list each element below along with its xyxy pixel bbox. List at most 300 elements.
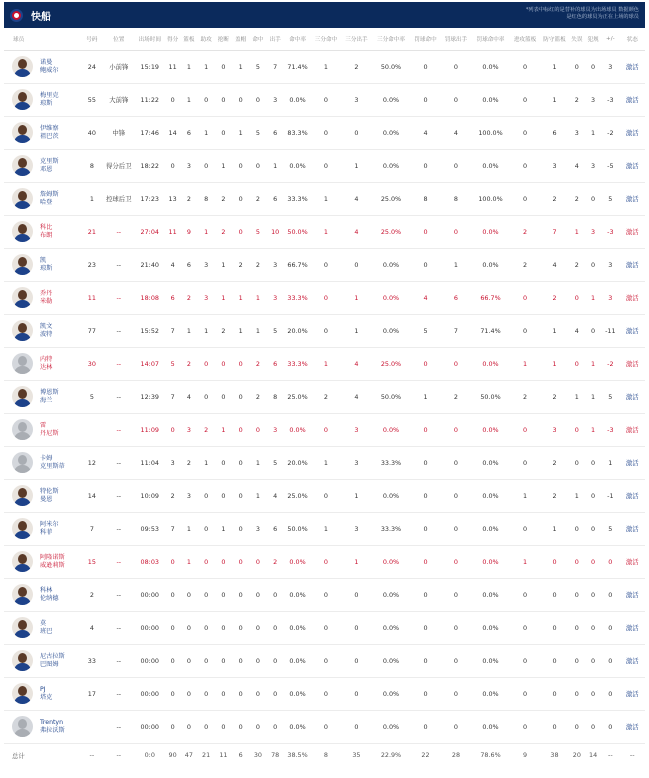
player-cell — [4, 182, 81, 215]
status-link[interactable]: 激活 — [619, 380, 645, 413]
stat-cell: 0 — [197, 611, 215, 644]
player-avatar[interactable] — [12, 683, 33, 704]
stat-cell: -3 — [601, 83, 619, 116]
stat-cell: 0 — [232, 611, 250, 644]
stat-cell: 0 — [311, 314, 341, 347]
stat-cell: 1 — [232, 314, 250, 347]
stat-cell: 2 — [181, 281, 197, 314]
stat-cell: 6 — [540, 116, 568, 149]
stat-cell: 1 — [181, 314, 197, 347]
stat-cell: 23 — [81, 248, 102, 281]
stat-cell: 0 — [250, 710, 266, 743]
status-link[interactable]: 激活 — [619, 83, 645, 116]
stat-cell: 0.0% — [372, 116, 411, 149]
stat-cell: 1 — [510, 347, 540, 380]
status-link[interactable]: 激活 — [619, 248, 645, 281]
stat-cell: 0 — [164, 413, 180, 446]
stat-cell: 0 — [197, 710, 215, 743]
stat-cell: 1 — [81, 182, 102, 215]
stat-cell: 0 — [197, 512, 215, 545]
stat-cell: 0.0% — [284, 83, 310, 116]
stat-cell: 0 — [341, 644, 371, 677]
stat-cell: 00:00 — [135, 578, 164, 611]
stat-cell: 20.0% — [284, 446, 310, 479]
stat-cell: 1 — [215, 149, 231, 182]
stat-cell: 0 — [215, 347, 231, 380]
stat-cell: 1 — [197, 50, 215, 83]
stat-cell: 40 — [81, 116, 102, 149]
stat-cell: 0 — [311, 413, 341, 446]
stat-cell: 0 — [441, 83, 471, 116]
total-cell: 30 — [253, 751, 262, 760]
stat-cell: 13 — [164, 182, 180, 215]
player-name-link[interactable]: 尼古拉斯 巴图姆 — [40, 652, 65, 668]
stat-cell: 0 — [181, 677, 197, 710]
stat-cell: -- — [103, 578, 136, 611]
stat-cell: 1 — [215, 413, 231, 446]
stat-cell: 0 — [585, 611, 601, 644]
stat-cell: 0 — [311, 83, 341, 116]
status-link[interactable]: 激活 — [619, 347, 645, 380]
status-link[interactable]: 激活 — [619, 281, 645, 314]
player-avatar[interactable] — [12, 584, 33, 605]
player-name-link[interactable]: 詹姆斯 哈登 — [40, 190, 59, 206]
player-avatar[interactable] — [12, 56, 33, 77]
stat-cell: 1 — [569, 380, 585, 413]
stat-cell: 18:08 — [135, 281, 164, 314]
player-name-link[interactable]: 阿米尔 科菲 — [40, 520, 59, 536]
stat-cell: 4 — [341, 380, 371, 413]
stat-cell: 0 — [510, 149, 540, 182]
stat-cell: 0 — [540, 578, 568, 611]
stat-cell: 0 — [441, 644, 471, 677]
stat-cell: 0 — [510, 281, 540, 314]
total-cell: 78 — [271, 751, 280, 760]
stat-cell: 0 — [601, 644, 619, 677]
stat-cell: -5 — [601, 149, 619, 182]
stat-cell: 33.3% — [372, 512, 411, 545]
stat-cell: 0 — [585, 578, 601, 611]
stat-cell: 0 — [540, 644, 568, 677]
stat-cell: -- — [103, 380, 136, 413]
stat-cell: 11:04 — [135, 446, 164, 479]
stat-cell: 0.0% — [471, 479, 510, 512]
stat-cell: 5 — [601, 182, 619, 215]
stat-cell: 0 — [569, 545, 585, 578]
stat-cell: 2 — [341, 50, 371, 83]
player-name-link[interactable]: 凯文 波特 — [40, 322, 53, 338]
total-cell: 0:0 — [144, 751, 155, 760]
table-row — [4, 677, 645, 710]
player-avatar[interactable] — [12, 221, 33, 242]
stat-cell: 1 — [341, 314, 371, 347]
stat-cell: 0 — [341, 677, 371, 710]
player-name-link[interactable]: 伊维察 祖巴茨 — [40, 124, 59, 140]
table-row — [4, 50, 645, 83]
stat-cell: 11 — [81, 281, 102, 314]
default-avatar-icon[interactable] — [12, 419, 33, 440]
stat-cell: 0 — [510, 644, 540, 677]
stat-cell: 0 — [569, 413, 585, 446]
player-name-link[interactable]: 卡姆 克里斯蒂 — [40, 454, 65, 470]
stat-cell: 0 — [215, 710, 231, 743]
status-link[interactable]: 激活 — [619, 50, 645, 83]
stat-cell: 0 — [410, 248, 440, 281]
player-avatar[interactable] — [12, 551, 33, 572]
stat-cell: 0 — [510, 116, 540, 149]
player-avatar[interactable] — [12, 287, 33, 308]
stat-cell: 17 — [81, 677, 102, 710]
stat-cell: -- — [103, 611, 136, 644]
stat-cell: 4 — [341, 215, 371, 248]
stat-cell: 1 — [250, 479, 266, 512]
stat-cell: 4 — [266, 479, 284, 512]
stat-cell: 3 — [266, 83, 284, 116]
stat-cell: 0 — [441, 677, 471, 710]
stat-cell: 1 — [569, 215, 585, 248]
stat-cell: 0.0% — [372, 83, 411, 116]
status-link[interactable]: 激活 — [619, 512, 645, 545]
stat-cell: 10:09 — [135, 479, 164, 512]
stat-cell: 1 — [215, 512, 231, 545]
stat-cell: 33.3% — [284, 281, 310, 314]
total-cell: 21 — [202, 751, 211, 760]
stat-cell: 50.0% — [372, 380, 411, 413]
table-row — [4, 248, 645, 281]
stat-cell: 11:22 — [135, 83, 164, 116]
stat-cell: 25.0% — [372, 347, 411, 380]
stat-cell: 3 — [266, 281, 284, 314]
stat-cell: -11 — [601, 314, 619, 347]
stat-cell: 0 — [232, 380, 250, 413]
stat-cell: 00:00 — [135, 677, 164, 710]
player-avatar[interactable] — [12, 188, 33, 209]
stat-cell: 0.0% — [284, 149, 310, 182]
player-name-link[interactable]: 内特 达林 — [40, 355, 53, 371]
stat-cell: 4 — [441, 116, 471, 149]
stat-cell: 0.0% — [372, 413, 411, 446]
stat-cell: 0 — [569, 512, 585, 545]
status-link[interactable]: 激活 — [619, 611, 645, 644]
stat-cell: 1 — [250, 281, 266, 314]
player-avatar[interactable] — [12, 617, 33, 638]
stat-cell: 0 — [164, 644, 180, 677]
table-row — [4, 347, 645, 380]
stat-cell: 6 — [266, 512, 284, 545]
stat-cell: 0 — [197, 347, 215, 380]
stat-cell: 0 — [410, 347, 440, 380]
stat-cell: 25.0% — [284, 380, 310, 413]
stat-cell: 8 — [81, 149, 102, 182]
status-link[interactable]: 激活 — [619, 215, 645, 248]
stat-cell: 2 — [232, 248, 250, 281]
status-link[interactable]: 激活 — [619, 545, 645, 578]
stat-cell: 2 — [510, 380, 540, 413]
player-name-link[interactable]: 阿隆诺斯 威逊莉斯 — [40, 553, 65, 569]
column-header: 命中率 — [284, 28, 310, 50]
stat-cell: 0.0% — [372, 578, 411, 611]
stat-cell: 1 — [341, 149, 371, 182]
player-cell — [4, 83, 81, 116]
stat-cell: 0 — [585, 644, 601, 677]
stat-cell: 3 — [601, 248, 619, 281]
status-link[interactable]: 激活 — [619, 710, 645, 743]
player-cell — [4, 512, 81, 545]
status-link[interactable]: 激活 — [619, 413, 645, 446]
stat-cell: 1 — [311, 347, 341, 380]
stat-cell: 2 — [569, 182, 585, 215]
table-header-row — [4, 28, 645, 50]
player-name-link[interactable]: 莫 班巴 — [40, 619, 53, 635]
stat-cell: 1 — [181, 545, 197, 578]
stat-cell: 0 — [585, 479, 601, 512]
default-avatar-icon[interactable] — [12, 716, 33, 737]
stat-cell: 0 — [232, 512, 250, 545]
stat-cell: 0.0% — [471, 545, 510, 578]
player-name-link[interactable]: Trentyn 弗拉沃斯 — [40, 718, 65, 734]
stat-cell: -- — [103, 347, 136, 380]
status-link[interactable]: 激活 — [619, 149, 645, 182]
column-header: 出场时间 — [135, 28, 164, 50]
stat-cell: 0 — [215, 446, 231, 479]
player-name-link[interactable]: 博恩斯 海兰 — [40, 388, 59, 404]
column-header: 罚球命中 — [410, 28, 440, 50]
player-avatar[interactable] — [12, 320, 33, 341]
stat-cell: 0.0% — [372, 479, 411, 512]
stat-cell: 4 — [164, 248, 180, 281]
stat-cell: 0 — [215, 578, 231, 611]
stat-cell: 0 — [540, 710, 568, 743]
player-avatar[interactable] — [12, 485, 33, 506]
stat-cell: 0.0% — [372, 710, 411, 743]
stat-cell: 2 — [540, 479, 568, 512]
stat-cell: 0 — [164, 578, 180, 611]
column-header: 出手 — [266, 28, 284, 50]
stat-cell: -- — [103, 512, 136, 545]
stat-cell: 0 — [441, 149, 471, 182]
player-avatar[interactable] — [12, 254, 33, 275]
stat-cell: 7 — [164, 380, 180, 413]
player-name-link[interactable]: 克里斯 邓恩 — [40, 157, 59, 173]
stat-cell: 0 — [585, 677, 601, 710]
stat-cell: 0 — [197, 545, 215, 578]
player-cell — [4, 644, 81, 677]
stat-cell: 0 — [311, 710, 341, 743]
player-cell — [4, 149, 81, 182]
stat-cell: 0 — [569, 677, 585, 710]
stat-cell: 3 — [341, 83, 371, 116]
player-name-link[interactable]: 凯 琼斯 — [40, 256, 53, 272]
stat-cell: 0 — [215, 50, 231, 83]
stat-cell: 12:39 — [135, 380, 164, 413]
stat-cell: 3 — [181, 479, 197, 512]
stat-cell: 0 — [311, 677, 341, 710]
stat-cell: 10 — [266, 215, 284, 248]
player-avatar[interactable] — [12, 650, 33, 671]
stat-cell: 50.0% — [471, 380, 510, 413]
stat-cell: 3 — [601, 281, 619, 314]
player-name-link[interactable]: 梅里克 琼斯 — [40, 91, 59, 107]
stat-cell: 0 — [585, 512, 601, 545]
stat-cell: 1 — [250, 446, 266, 479]
status-link[interactable]: 激活 — [619, 116, 645, 149]
stat-cell: 0 — [266, 710, 284, 743]
stat-cell: 1 — [540, 314, 568, 347]
stat-cell: 1 — [311, 50, 341, 83]
stat-cell: 0.0% — [284, 611, 310, 644]
stat-cell: 0 — [181, 644, 197, 677]
stat-cell: 0 — [585, 248, 601, 281]
status-link[interactable]: 激活 — [619, 314, 645, 347]
player-avatar[interactable] — [12, 122, 33, 143]
player-name-link[interactable]: 科比 布朗 — [40, 223, 53, 239]
stat-cell: 11:09 — [135, 413, 164, 446]
stat-cell: 0 — [215, 116, 231, 149]
stat-cell: 8 — [441, 182, 471, 215]
status-link[interactable]: 激活 — [619, 182, 645, 215]
player-avatar[interactable] — [12, 155, 33, 176]
stat-cell: 0 — [266, 578, 284, 611]
table-row — [4, 215, 645, 248]
stat-cell: 14:07 — [135, 347, 164, 380]
status-link[interactable]: 激活 — [619, 446, 645, 479]
total-cell: 47 — [184, 751, 193, 760]
stat-cell: 1 — [569, 479, 585, 512]
stat-cell: 0.0% — [372, 611, 411, 644]
stat-cell: 17:46 — [135, 116, 164, 149]
stat-cell: 0.0% — [471, 677, 510, 710]
status-link[interactable]: 激活 — [619, 644, 645, 677]
stat-cell: 0 — [232, 677, 250, 710]
total-cell: 14 — [589, 751, 598, 760]
stat-cell: -- — [103, 446, 136, 479]
player-name-link[interactable]: PJ 塔克 — [40, 685, 53, 701]
stat-cell: 3 — [540, 413, 568, 446]
stat-cell: 0 — [510, 182, 540, 215]
player-cell — [4, 215, 81, 248]
table-row — [4, 545, 645, 578]
stat-cell: 0.0% — [372, 248, 411, 281]
table-row — [4, 578, 645, 611]
stat-cell: 8 — [410, 182, 440, 215]
status-link[interactable]: 激活 — [619, 677, 645, 710]
stat-cell: 2 — [181, 182, 197, 215]
stat-cell: 0 — [341, 710, 371, 743]
column-header: 盖帽 — [232, 28, 250, 50]
stat-cell: 3 — [569, 116, 585, 149]
stat-cell: 6 — [266, 116, 284, 149]
stat-cell: 33.3% — [284, 182, 310, 215]
stat-cell: 3 — [181, 413, 197, 446]
player-name-link[interactable]: 特伦斯 曼恩 — [40, 487, 59, 503]
stat-cell: 0 — [311, 116, 341, 149]
stat-cell: -2 — [601, 116, 619, 149]
stat-cell: 0 — [311, 611, 341, 644]
stat-cell: 15:52 — [135, 314, 164, 347]
stat-cell: 11 — [164, 215, 180, 248]
player-name-link[interactable]: 雷 丹尼斯 — [40, 421, 59, 437]
stat-cell: 0 — [441, 578, 471, 611]
stat-cell: 0 — [410, 611, 440, 644]
stat-cell: 7 — [540, 215, 568, 248]
stat-cell: 0 — [197, 479, 215, 512]
default-avatar-icon[interactable] — [12, 353, 33, 374]
stat-cell: 大前锋 — [103, 83, 136, 116]
stat-cell: 0 — [250, 149, 266, 182]
column-header: 球员 — [4, 28, 81, 50]
stat-cell: -1 — [601, 479, 619, 512]
stat-cell: 0 — [341, 578, 371, 611]
stat-cell: 0 — [441, 545, 471, 578]
stat-cell: 0 — [410, 413, 440, 446]
stat-cell: 7 — [441, 314, 471, 347]
stat-cell: 1 — [232, 50, 250, 83]
stat-cell: 4 — [410, 281, 440, 314]
status-link[interactable]: 激活 — [619, 479, 645, 512]
player-avatar[interactable] — [12, 386, 33, 407]
stat-cell: 2 — [250, 347, 266, 380]
stat-cell: 0 — [510, 710, 540, 743]
stat-cell: 0 — [215, 479, 231, 512]
stat-cell: 0 — [311, 644, 341, 677]
status-link[interactable]: 激活 — [619, 578, 645, 611]
stat-cell: 0 — [266, 677, 284, 710]
stat-cell: 0 — [441, 479, 471, 512]
stat-cell: 0 — [569, 644, 585, 677]
stat-cell: 0 — [164, 710, 180, 743]
stat-cell: -2 — [601, 347, 619, 380]
stat-cell: 15:19 — [135, 50, 164, 83]
stat-cell: 0 — [232, 578, 250, 611]
stat-cell — [81, 710, 102, 743]
stat-cell: 2 — [215, 314, 231, 347]
stat-cell: 0 — [164, 545, 180, 578]
stat-cell: 0 — [311, 281, 341, 314]
stat-cell: 66.7% — [471, 281, 510, 314]
player-name-link[interactable]: 科林 伦纳德 — [40, 586, 59, 602]
stat-cell: 50.0% — [284, 512, 310, 545]
stat-cell: 2 — [569, 83, 585, 116]
stat-cell: 14 — [164, 116, 180, 149]
stat-cell: 3 — [197, 248, 215, 281]
player-avatar[interactable] — [12, 518, 33, 539]
stat-cell: 0 — [197, 380, 215, 413]
player-name-link[interactable]: 乔丹 米勒 — [40, 289, 53, 305]
column-header: 罚球出手 — [441, 28, 471, 50]
stat-cell: 7 — [81, 512, 102, 545]
team-name: 快船 — [31, 11, 51, 23]
stat-cell: 21 — [81, 215, 102, 248]
stat-cell: 3 — [540, 149, 568, 182]
stat-cell: 5 — [601, 512, 619, 545]
stat-cell: 1 — [585, 347, 601, 380]
column-header: 三分命中率 — [372, 28, 411, 50]
table-row — [4, 83, 645, 116]
stat-cell: 0 — [510, 677, 540, 710]
stat-cell: 0 — [341, 116, 371, 149]
stat-cell: 0.0% — [471, 50, 510, 83]
player-avatar[interactable] — [12, 89, 33, 110]
column-header: 状态 — [619, 28, 645, 50]
column-header: 防守篮板 — [540, 28, 568, 50]
stat-cell: 0 — [311, 149, 341, 182]
stat-cell: 1 — [181, 83, 197, 116]
stat-cell: 1 — [341, 479, 371, 512]
stat-cell: 1 — [232, 116, 250, 149]
player-name-link[interactable]: 诺曼 鲍威尔 — [40, 58, 59, 74]
default-avatar-icon[interactable] — [12, 452, 33, 473]
stat-cell: 0 — [232, 149, 250, 182]
